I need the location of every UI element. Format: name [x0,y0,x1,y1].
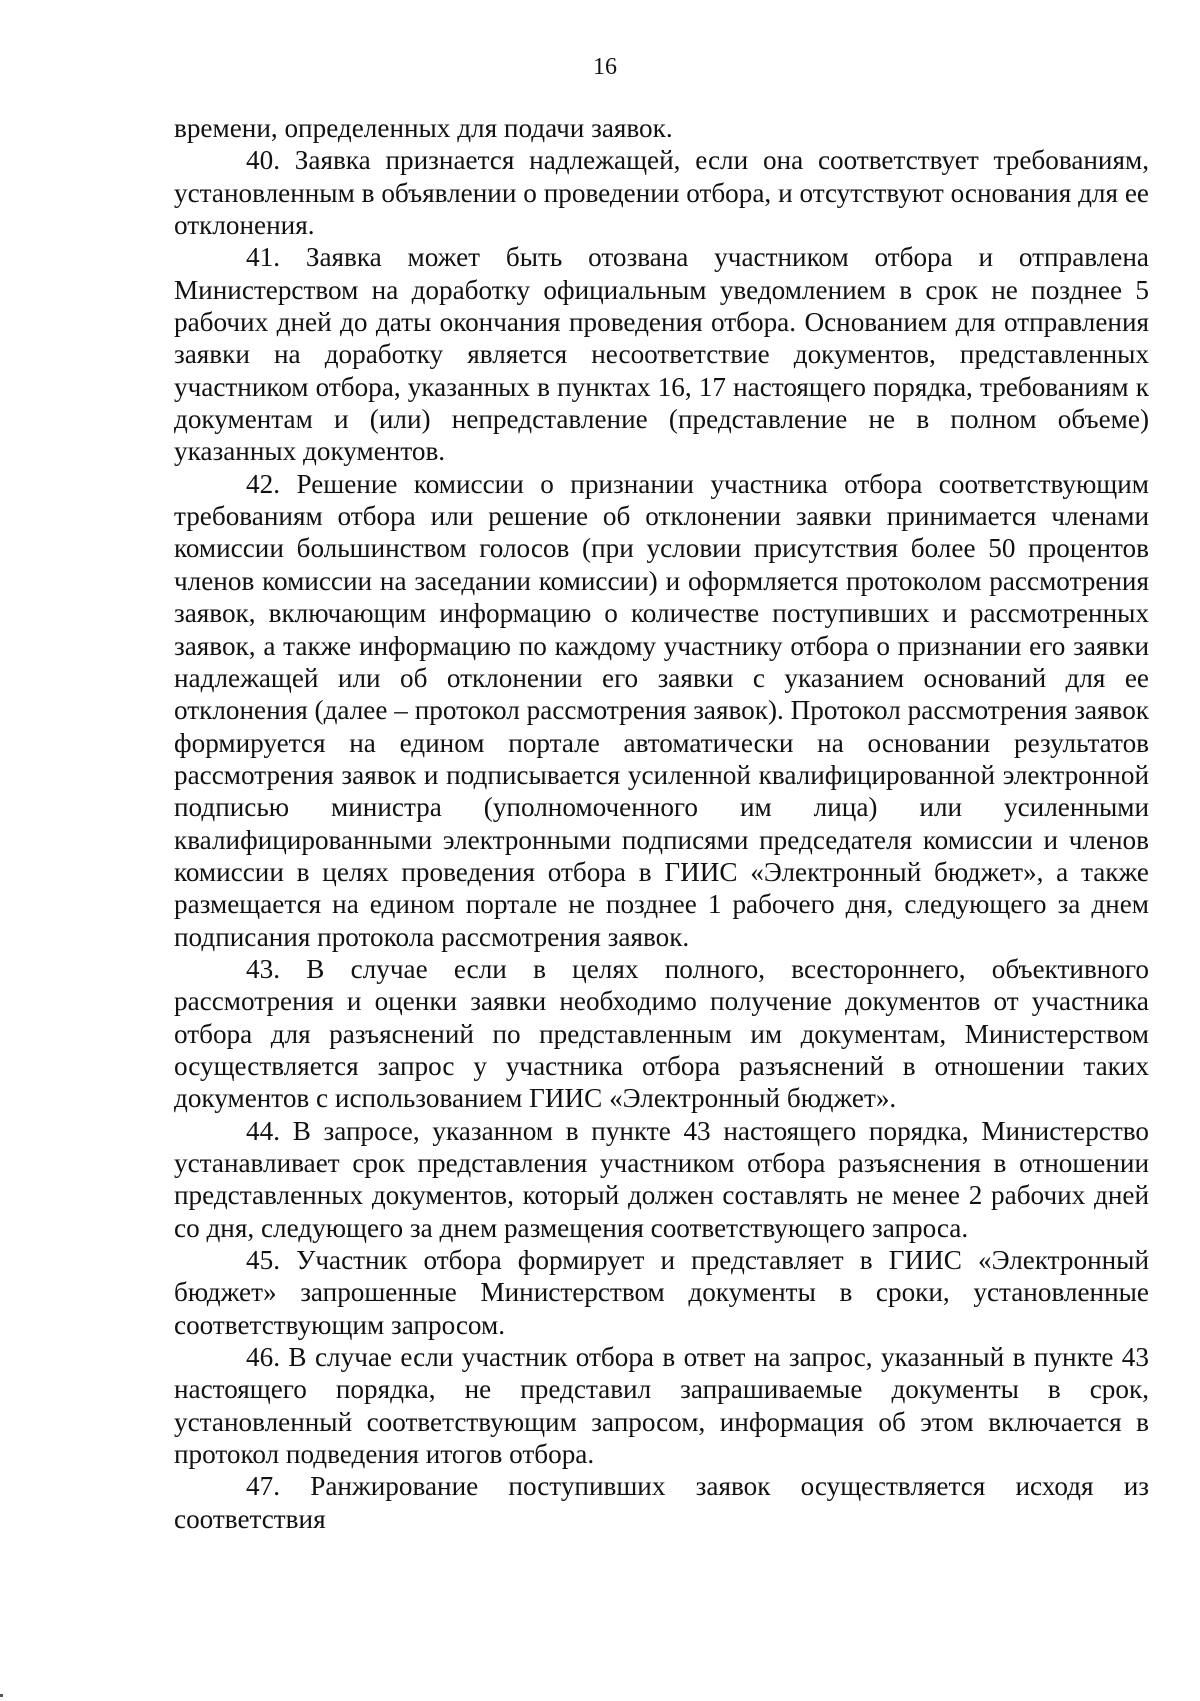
document-body [174,112,1149,1535]
paragraph-46: 46. В случае если участник отбора в ответ на запрос, указанный в пункте 43 настоящего порядка, не представил запрашиваемые документы в срок, установленный соответствующим запросом, информация об этом включается в протокол подведения итогов отбора. [174,1342,1149,1470]
paragraph-42: 42. Решение комиссии о признании участника отбора соответствующим требованиям отбора или решение об отклонении заявки принимается членами комиссии большинством голосов (при условии присутствия более 50 процентов членов комиссии на заседании комиссии) и оформляется протоколом рассмотрения заявок, включающим информацию о количестве поступивших и рассмотренных заявок, а также информацию по каждому участнику отбора о признании его заявки надлежащей или об отклонении его заявки с указанием оснований для ее отклонения (далее – протокол рассмотрения заявок). Протокол рассмотрения заявок формируется на едином портале автоматически на основании результатов рассмотрения заявок и подписывается усиленной квалифицированной электронной подписью министра (уполномоченного им лица) или усиленными квалифицированными электронными подписями председателя комиссии и членов комиссии в целях проведения отбора в ГИИС «Электронный бюджет», а также размещается на едином портале не позднее 1 рабочего дня, следующего за днем подписания протокола рассмотрения заявок. [174,468,1149,952]
paragraph-continuation: времени, определенных для подачи заявок. [174,113,673,143]
paragraph-43: 43. В случае если в целях полного, всестороннего, объективного рассмотрения и оценки заявки необходимо получение документов от участника отбора для разъяснений по представленным им документам, Министерством осуществляется запрос у участника отбора разъяснений в отношении таких документов с использованием ГИИС «Электронный бюджет». [174,953,1149,1114]
page-number: 16 [593,54,617,80]
paragraph-40: 40. Заявка признается надлежащей, если она соответствует требованиям, установленным в объявлении о проведении отбора, и отсутствуют основания для ее отклонения. [174,145,1149,241]
scan-artifact-mark [0,1694,3,1697]
paragraph-45: 45. Участник отбора формирует и представляет в ГИИС «Электронный бюджет» запрошенные Министерством документы в сроки, установленные соответствующим запросом. [174,1245,1149,1340]
paragraph-47: 47. Ранжирование поступивших заявок осуществляется исходя из соответствия [174,1471,1149,1534]
paragraph-44: 44. В запросе, указанном в пункте 43 настоящего порядка, Министерство устанавливает срок представления участником отбора разъяснения в отношении представленных документов, который должен составлять не менее 2 рабочих дней со дня, следующего за днем размещения соответствующего запроса. [174,1115,1149,1243]
paragraph-41: 41. Заявка может быть отозвана участником отбора и отправлена Министерством на доработку официальным уведомлением в срок не позднее 5 рабочих дней до даты окончания проведения отбора. Основанием для отправления заявки на доработку является несоответствие документов, представленных участником отбора, указанных в пунктах 16, 17 настоящего порядка, требованиям к документам и (или) непредставление (представление не в полном объеме) указанных документов. [174,242,1149,467]
